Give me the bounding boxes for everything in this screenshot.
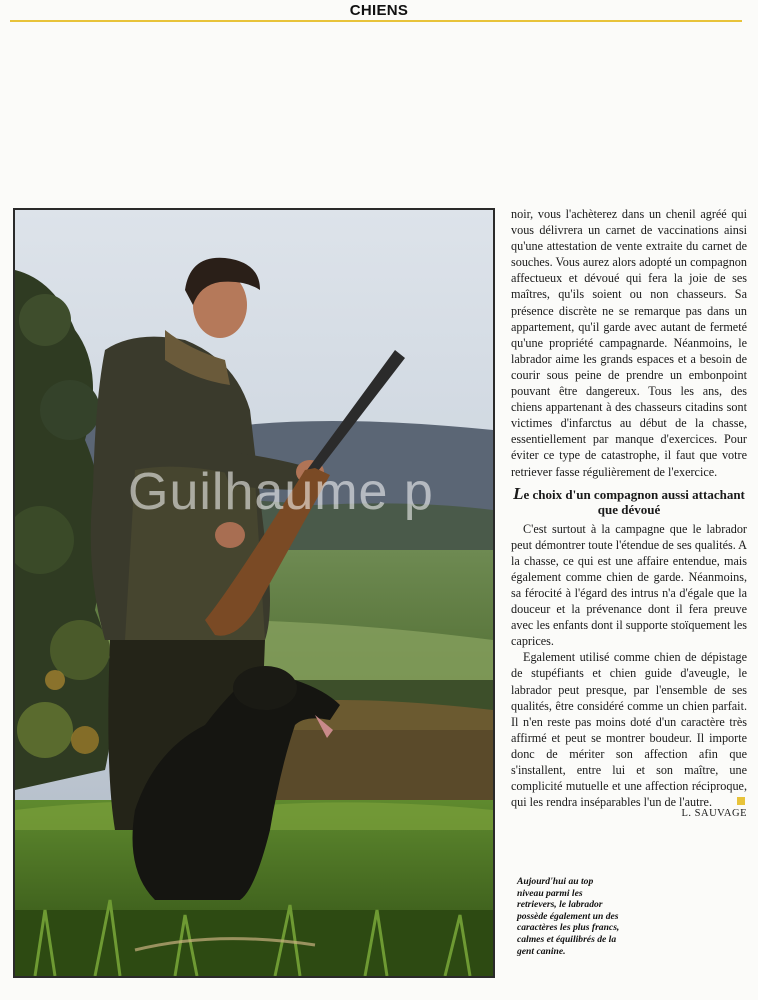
article-paragraph-1: noir, vous l'achèterez dans un chenil agréé qui vous délivrera un carnet de vaccinations ainsi qu'une attestation de vente extraite du carnet de souches. Vous aurez alors adopté un compagnon affectueux et dévoué qui fera la joie de ses maîtres, qu'ils soient ou non chasseurs. Sa présence discrète ne se remarque pas dans un appartement, qu'il garde avec autant de fermeté qu'une propriété campagnarde. Néanmoins, le labrador aime les grands espaces et a besoin de courir sous peine de prendre un embonpoint pouvant être dangereux. Tous les ans, des chiens appartenant à des chasseurs citadins sont victimes d'infarctus au début de la chasse, essentiellement par manque d'exercices. Pour éviter ce type de catastrophe, il faut que votre retriever fasse régulièrement de l'exercice. [511, 207, 747, 479]
section-title: CHIENS [0, 2, 758, 19]
subheading-text: e choix d'un compagnon aussi attachant que dévoué [523, 486, 745, 517]
photo-hunter-with-labrador [13, 208, 495, 978]
watermark-text: Guilhaume p [128, 463, 434, 521]
author-name: L. SAUVAGE [681, 808, 747, 820]
article-paragraph-3: Egalement utilisé comme chien de dépistage de stupéfiants et chien guide d'aveugle, le labrador peut presque, par l'ensemble de ses qualités, être considéré comme un chien parfait. Il n'en reste pas moins doté d'un caractère très affirmé et peut se montrer boudeur. Il importe donc de mériter son affection afin que s'installent, entre lui et son maître, une complicité mutuelle et une affection réciproque, qui les rendra inséparables l'un de l'autre. [511, 650, 747, 810]
article-body [511, 206, 747, 822]
article-paragraph-2: C'est surtout à la campagne que le labrador peut démontrer toute l'étendue de ses qualités. A la chasse, ce qui est une affaire entendue, mais également comme chien de garde. Néanmoins, sa férocité à l'égard des intrus n'a d'égale que la douceur et la prévenance dont il fera preuve avec les enfants dont il supporte stoïquement les caprices. [511, 521, 747, 649]
subheading-dropcap: L [513, 483, 524, 503]
photo-caption: Aujourd'hui au top niveau parmi les retrievers, le labrador possède également un des caractères les plus francs, calmes et équilibrés de la gent canine. [517, 876, 620, 957]
header-rule [10, 20, 742, 22]
section-header [0, 0, 758, 30]
end-square-icon [737, 797, 745, 805]
article-subheading [511, 483, 747, 517]
